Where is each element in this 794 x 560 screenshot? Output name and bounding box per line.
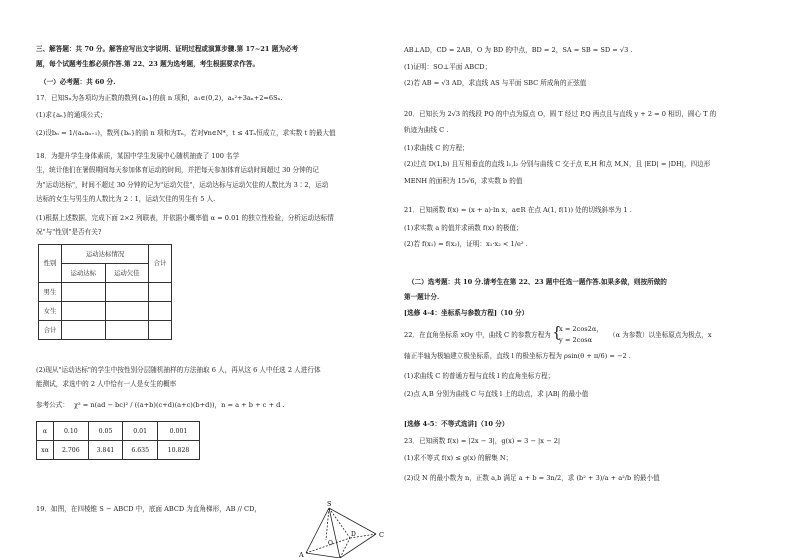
q17-part1: (1)求{aₙ}的通项公式； — [36, 111, 107, 119]
point-o: O — [328, 540, 333, 547]
q19-part1: (1)证明：SO⊥平面 ABCD； — [404, 63, 492, 71]
table-header-fail: 运动欠佳 — [105, 264, 149, 283]
q18-line: 达标的女生与男生的人数比为 2∶1，运动欠佳的男生有 5 人. — [36, 195, 216, 203]
contingency-table — [38, 244, 172, 340]
vertex-s: S — [327, 500, 332, 508]
q18-line: 18．为提升学生身体素质，某国中学生发展中心随机抽查了 100 名学 — [36, 152, 240, 160]
q20-line: 轨迹为曲线 C . — [404, 126, 449, 134]
elective-45-heading: [选修 4-5：不等式选讲]（10 分） — [404, 420, 509, 428]
q22-part1: (1)求曲线 C 的普通方程与直线 l 的直角坐标方程； — [404, 372, 555, 380]
x-alpha-value: 2.706 — [54, 441, 89, 460]
table-header-total: 合计 — [149, 245, 172, 283]
vertex-a: A — [299, 551, 304, 558]
param-y: y = 2cosα — [559, 336, 593, 344]
q18-part2: (2)现从"运动达标"的学生中按性别分层随机抽样的方法抽取 6 人，再从这 6 人中任选 2 人进行体 — [36, 366, 321, 374]
required-heading: （一）必考题：共 60 分. — [40, 78, 116, 86]
q19-cont: AB⊥AD，CD = 2AB，O 为 BD 的中点，BD = 2，SA = SB = SD = √3 . — [404, 46, 633, 54]
vertex-d: D — [351, 531, 356, 538]
row-label-male: 男生 — [39, 283, 62, 302]
q20-part2-cont: MENH 的面积为 15√6，求实数 b 的值 — [404, 177, 523, 185]
table-row — [37, 422, 200, 441]
table-row — [39, 283, 172, 302]
alpha-label: α — [37, 422, 54, 441]
q20-part2: (2)过点 D(1,b) 且互相垂直的直线 l₁,l₂ 分别与曲线 C 交于点 E,H 和点 M,N，且 |ED| = |DH|，四边形 — [404, 160, 711, 168]
table-row — [37, 441, 200, 460]
section-heading-line2: 题，每个试题考生都必须作答.第 22、23 题为选考题，考生根据要求作答。 — [36, 60, 260, 68]
q19-part2: (2)若 AB = √3 AD，求直线 AS 与平面 SBC 所成角的正弦值 — [404, 79, 587, 87]
table-row — [39, 302, 172, 321]
alpha-value: 0.05 — [88, 422, 123, 441]
q18-line: 为"运动达标"，时间不超过 30 分钟的记为"运动欠佳"，运动达标与运动欠佳的人数比为 3∶2，运动 — [36, 181, 329, 189]
alpha-value: 0.01 — [123, 422, 158, 441]
formula: χ² = n(ad − bc)² / ((a+b)(c+d)(a+c)(b+d))，n = a + b + c + d . — [74, 401, 285, 409]
q20-part1: (1)求曲线 C 的方程； — [404, 144, 469, 152]
param-x: x = 2cos2α， — [559, 325, 603, 333]
q23-part2: (2)设 N 的最小数为 n，正数 a,b 满足 a + b = 3n/2，求 (b² + 3)/a + a²/b 的最小值 — [404, 474, 660, 482]
q22-line: 22．在直角坐标系 xOy 中，曲线 C 的参数方程为 — [404, 331, 551, 339]
vertex-c: C — [379, 531, 384, 539]
row-label-female: 女生 — [39, 302, 62, 321]
table-row — [39, 321, 172, 340]
q23-part1: (1)求不等式 f(x) ≤ g(x) 的解集 N； — [404, 454, 513, 462]
q18-part1: (1)根据上述数据，完成下面 2×2 列联表，并依据小概率值 α = 0.01 的独立性检验，分析运动达标情 — [36, 214, 334, 222]
q18-part1-cont: 况"与"性别"是否有关? — [36, 228, 102, 236]
q22-line: 轴正半轴为极轴建立极坐标系，直线 l 的极坐标方程为 ρsin(θ + π/6) = −2 . — [404, 352, 631, 360]
elective-44-heading: [选修 4-4：坐标系与参数方程]（10 分） — [404, 309, 529, 317]
table-header-pass: 运动达标 — [62, 264, 106, 283]
x-alpha-value: 10.828 — [158, 441, 200, 460]
x-alpha-value: 3.841 — [88, 441, 123, 460]
row-label-total: 合计 — [39, 321, 62, 340]
x-alpha-value: 6.635 — [123, 441, 158, 460]
q22-part2: (2)点 A,B 分别为曲线 C 与直线 l 上的动点，求 |AB| 的最小值 — [404, 390, 589, 398]
table-header-gender: 性别 — [39, 245, 62, 283]
q21-part2: (2)若 f(x₁) = f(x₂)，证明：x₁·x₂ < 1/e² . — [404, 240, 528, 248]
formula-label: 参考公式： — [36, 401, 69, 409]
q23-line: 23．已知函数 f(x) = |2x − 3|，g(x) = 3 − |x − 2| — [404, 437, 561, 445]
q19-line: 19．如图，在四棱锥 S − ABCD 中，底面 ABCD 为直角梯形，AB // CD， — [36, 505, 261, 513]
critical-value-table — [36, 421, 200, 460]
optional-heading-line2: 第一题计分. — [404, 293, 440, 301]
q18-part2-cont: 能测试，求选中的 2 人中恰有一人是女生的概率 — [36, 380, 177, 388]
table-header-group: 运动达标情况 — [62, 245, 149, 264]
q17-line: 17．已知Sₙ为各项均为正数的数列{aₙ}的前 n 项和，a₁∈(0,2)，aₙ²+3aₙ+2=6Sₙ. — [36, 94, 283, 102]
alpha-value: 0.001 — [158, 422, 200, 441]
q21-line: 21．已知函数 f(x) = (x + a)·ln x，a∈R 在点 A(1, f(1)) 处的切线斜率为 1 . — [404, 206, 632, 214]
q18-line: 生，统计他们在暑假期间每天参加体育运动的时间，并把每天参加体育运动时间超过 30 分钟的记 — [36, 166, 319, 174]
q20-line: 20．已知长为 2√3 的线段 PQ 的中点为原点 O，圆 T 经过 P,Q 两点且与直线 y + 2 = 0 相切，圆心 T 的 — [404, 110, 717, 118]
x-alpha-label: xα — [37, 441, 54, 460]
alpha-value: 0.10 — [54, 422, 89, 441]
q17-part2: (2)设bₙ = 1/(aₙaₙ₊₁)，数列{bₙ}的前 n 项和为Tₙ，若对∀n∈N*，t ≤ 4Tₙ恒成立，求实数 t 的最大值 — [36, 129, 336, 137]
q21-part1: (1)求实数 a 的值并求函数 f(x) 的极值； — [404, 224, 523, 232]
pyramid-figure — [296, 500, 406, 558]
section-heading: 三、解答题：共 70 分。解答应写出文字说明、证明过程或演算步骤.第 17~21 题为必考 — [36, 45, 299, 53]
param-brace: { — [552, 323, 562, 341]
q22-line-tail: （α 为参数）以坐标原点为极点，x — [609, 331, 712, 339]
optional-heading: （二）选考题：共 10 分.请考生在第 22、23 题中任选一题作答.如果多做，则按所做的 — [408, 278, 667, 286]
